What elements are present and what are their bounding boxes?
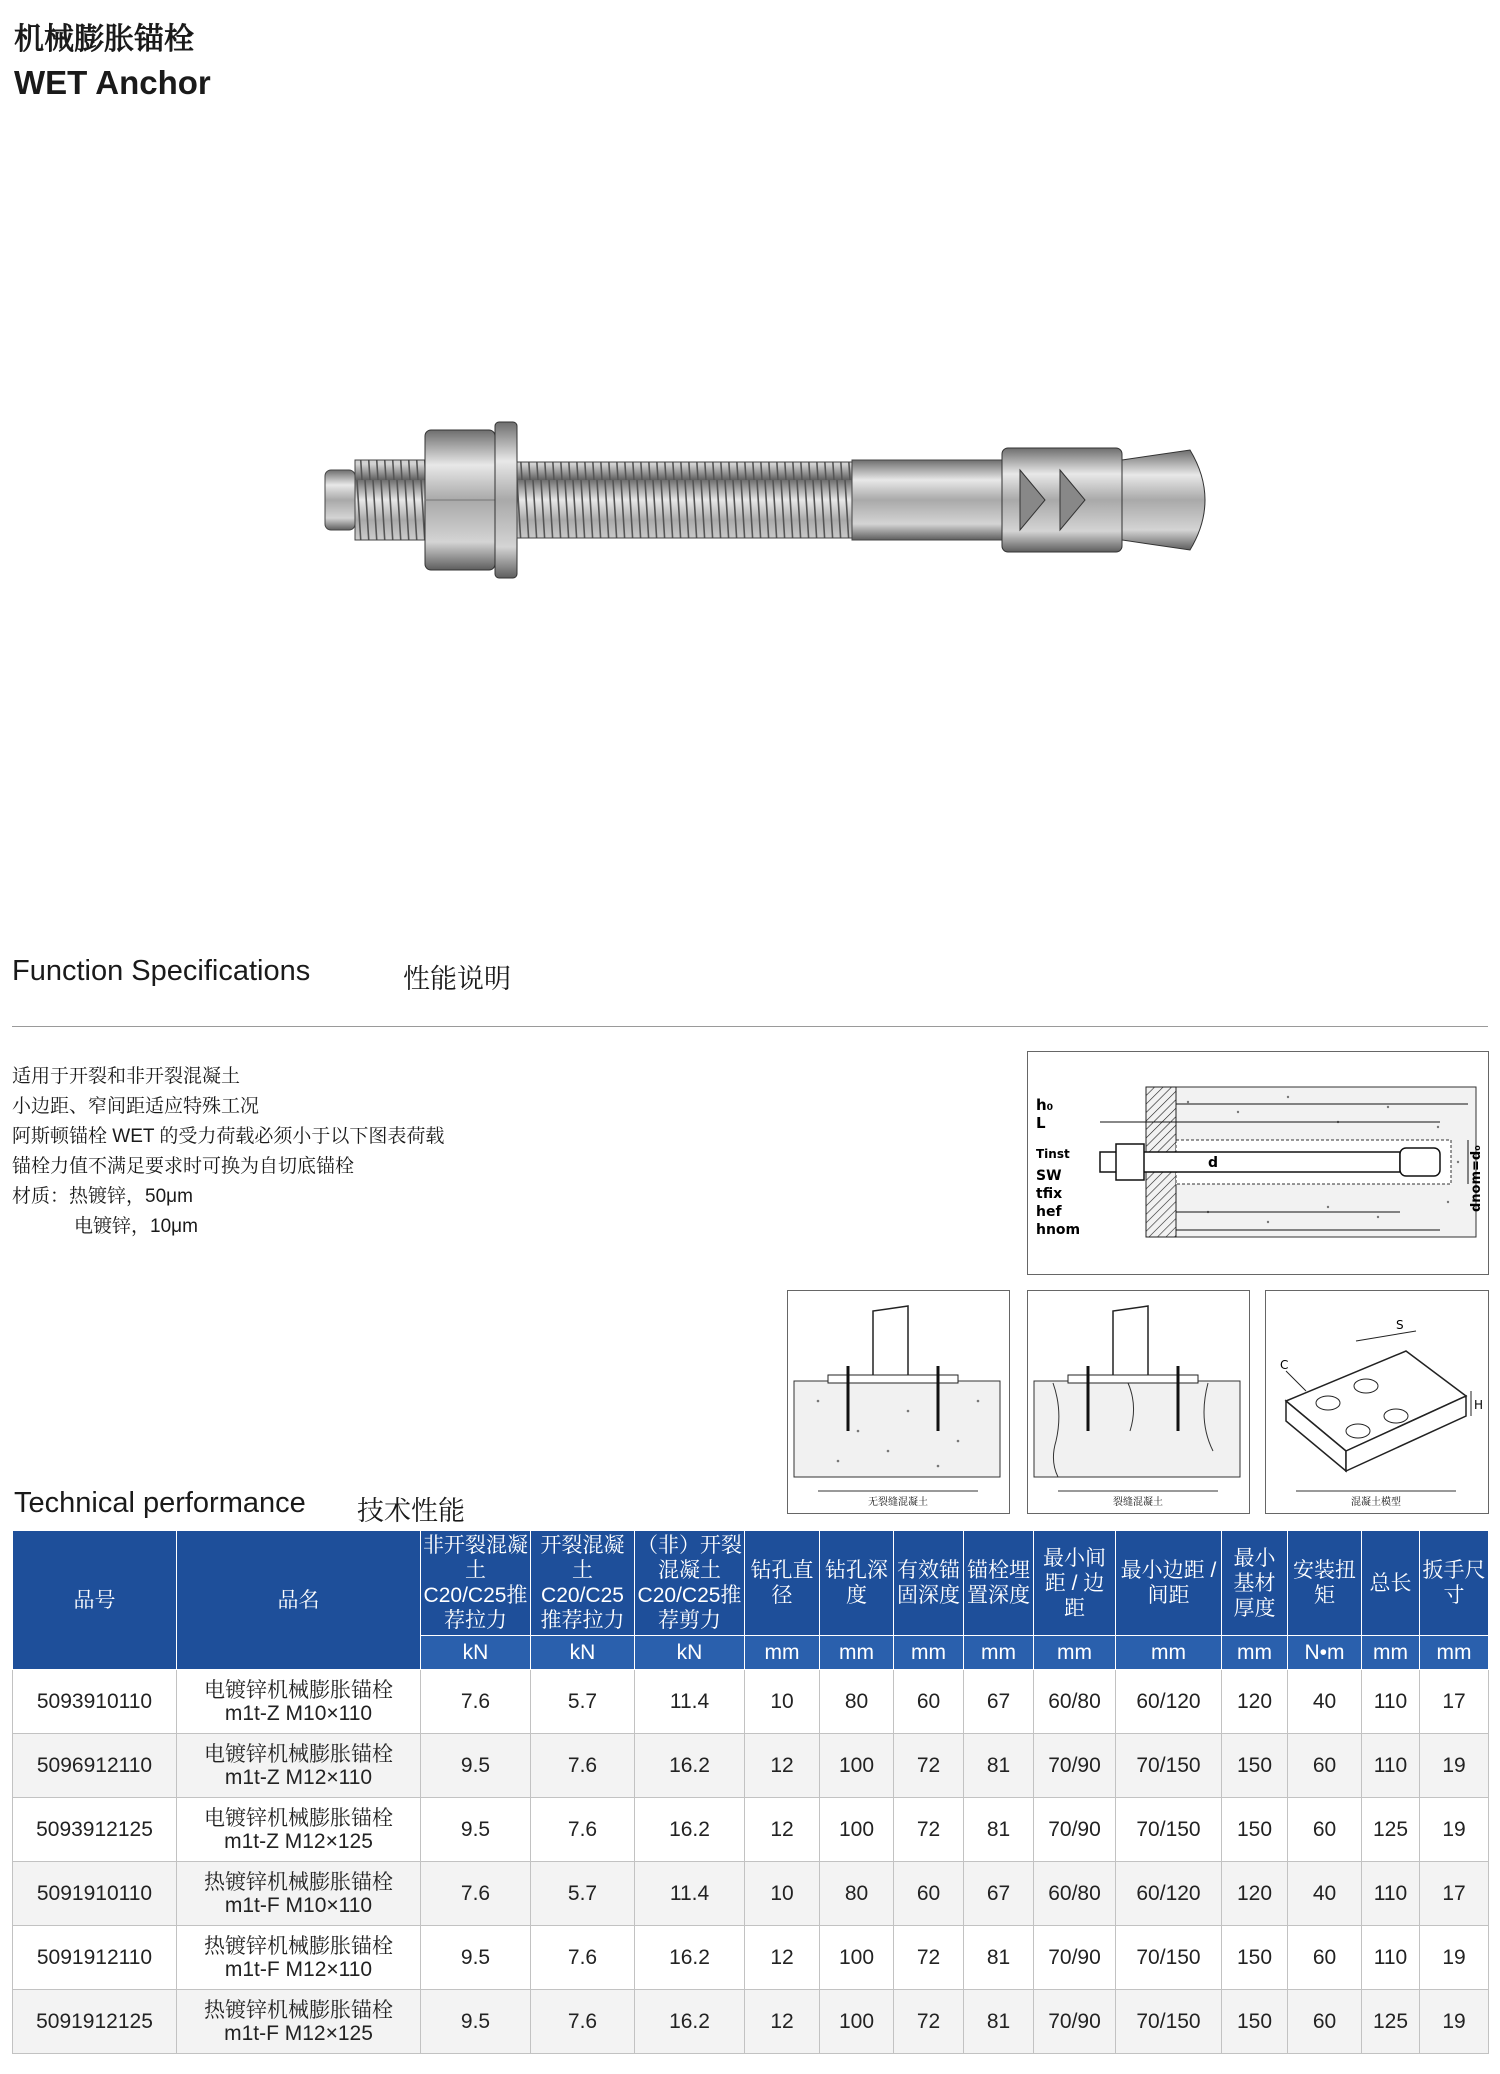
- cell-value: 72: [894, 1926, 964, 1990]
- cell-value: 9.5: [421, 1990, 531, 2054]
- cell-name: [177, 1990, 421, 2054]
- table-row: [13, 1798, 1489, 1862]
- cell-value: 7.6: [421, 1862, 531, 1926]
- cell-code: 5093910110: [13, 1670, 177, 1734]
- cell-name-line1: 热镀锌机械膨胀锚栓: [204, 1934, 393, 1958]
- cell-value: 70/150: [1116, 1926, 1222, 1990]
- cell-value: 100: [820, 1926, 894, 1990]
- cell-name-line2: m1t-F M12×110: [224, 1957, 373, 1981]
- cell-value: 60/120: [1116, 1670, 1222, 1734]
- cell-value: 60: [1288, 1734, 1362, 1798]
- cell-value: 67: [964, 1670, 1034, 1734]
- cell-value: 19: [1420, 1926, 1489, 1990]
- cell-value: 70/150: [1116, 1990, 1222, 2054]
- spec-line: 小边距、窄间距适应特殊工况: [12, 1096, 260, 1117]
- header-embed-depth: 锚栓埋置深度: [964, 1531, 1034, 1636]
- cell-value: 9.5: [421, 1926, 531, 1990]
- cell-value: 60/80: [1034, 1670, 1116, 1734]
- label-tfix: tfix: [1036, 1186, 1063, 1202]
- cell-value: 120: [1222, 1670, 1288, 1734]
- header-uncracked-tension: 非开裂混凝土 C20/C25推荐拉力: [421, 1531, 531, 1636]
- cell-value: 67: [964, 1862, 1034, 1926]
- label-tinst: Tinst: [1036, 1147, 1070, 1161]
- cell-value: 7.6: [421, 1670, 531, 1734]
- cracked-concrete-diagram: [1027, 1290, 1250, 1514]
- unit-cell: mm: [1362, 1636, 1420, 1670]
- label-h: H: [1474, 1398, 1484, 1412]
- anchor-bolt-image: [300, 400, 1230, 600]
- header-effective-depth: 有效锚固深度: [894, 1531, 964, 1636]
- cell-value: 19: [1420, 1734, 1489, 1798]
- cell-value: 80: [820, 1670, 894, 1734]
- table-row: [13, 1990, 1489, 2054]
- cell-value: 12: [745, 1734, 820, 1798]
- technical-title-en: Technical performance: [14, 1487, 306, 1519]
- cell-value: 60/80: [1034, 1862, 1116, 1926]
- spec-line: 阿斯顿锚栓 WET 的受力荷载必须小于以下图表荷载: [12, 1126, 445, 1147]
- cell-code: 5091912125: [13, 1990, 177, 2054]
- cell-value: 7.6: [531, 1734, 635, 1798]
- cell-value: 60: [1288, 1798, 1362, 1862]
- label-sw: SW: [1036, 1168, 1062, 1184]
- cell-value: 150: [1222, 1798, 1288, 1862]
- unit-cell: mm: [745, 1636, 820, 1670]
- technical-title-cn: 技术性能: [357, 1496, 465, 1526]
- label-hef: hef: [1036, 1204, 1062, 1220]
- cell-value: 60: [894, 1670, 964, 1734]
- cell-value: 100: [820, 1734, 894, 1798]
- cell-value: 11.4: [635, 1862, 745, 1926]
- cell-code: 5091910110: [13, 1862, 177, 1926]
- cell-value: 110: [1362, 1862, 1420, 1926]
- cell-value: 16.2: [635, 1990, 745, 2054]
- cell-code: 5091912110: [13, 1926, 177, 1990]
- label-L: L: [1036, 1114, 1046, 1132]
- cell-value: 5.7: [531, 1862, 635, 1926]
- cell-value: 11.4: [635, 1670, 745, 1734]
- cell-value: 40: [1288, 1670, 1362, 1734]
- cell-value: 110: [1362, 1926, 1420, 1990]
- unit-cell: mm: [964, 1636, 1034, 1670]
- cell-value: 70/150: [1116, 1734, 1222, 1798]
- cell-value: 72: [894, 1734, 964, 1798]
- header-drill-diameter: 钻孔直径: [745, 1531, 820, 1636]
- cell-value: 100: [820, 1990, 894, 2054]
- spec-line: 材质：热镀锌，50μm: [12, 1186, 193, 1207]
- cell-value: 70/90: [1034, 1926, 1116, 1990]
- cell-value: 7.6: [531, 1798, 635, 1862]
- unit-cell: mm: [1222, 1636, 1288, 1670]
- table-row: [13, 1734, 1489, 1798]
- cell-value: 125: [1362, 1798, 1420, 1862]
- cell-name-line1: 热镀锌机械膨胀锚栓: [204, 1870, 393, 1894]
- table-row: [13, 1670, 1489, 1734]
- cell-value: 81: [964, 1990, 1034, 2054]
- cell-value: 17: [1420, 1670, 1489, 1734]
- spec-line: 锚栓力值不满足要求时可换为自切底锚栓: [12, 1156, 355, 1177]
- cell-value: 60: [1288, 1990, 1362, 2054]
- cell-value: 17: [1420, 1862, 1489, 1926]
- cell-value: 150: [1222, 1734, 1288, 1798]
- cell-value: 16.2: [635, 1798, 745, 1862]
- cell-value: 5.7: [531, 1670, 635, 1734]
- cell-value: 72: [894, 1990, 964, 2054]
- cell-value: 150: [1222, 1990, 1288, 2054]
- installation-diagram: [1027, 1051, 1489, 1275]
- cell-value: 81: [964, 1926, 1034, 1990]
- header-drill-depth: 钻孔深度: [820, 1531, 894, 1636]
- cell-name-line2: m1t-F M10×110: [224, 1893, 373, 1917]
- cell-name-line1: 电镀锌机械膨胀锚栓: [204, 1678, 393, 1702]
- unit-cell: kN: [421, 1636, 531, 1670]
- table-row: [13, 1862, 1489, 1926]
- spec-line: 适用于开裂和非开裂混凝土: [12, 1066, 241, 1087]
- label-s: S: [1396, 1318, 1404, 1332]
- cell-value: 81: [964, 1734, 1034, 1798]
- cell-name-line2: m1t-Z M12×110: [224, 1765, 373, 1789]
- header-wrench: 扳手尺 寸: [1420, 1531, 1489, 1636]
- unit-cell: mm: [1034, 1636, 1116, 1670]
- cell-value: 72: [894, 1798, 964, 1862]
- label-dnom: dnom=d₀: [1469, 1145, 1484, 1212]
- cell-value: 110: [1362, 1734, 1420, 1798]
- header-name: 品名: [177, 1531, 421, 1670]
- cell-value: 70/90: [1034, 1990, 1116, 2054]
- header-code: 品号: [13, 1531, 177, 1670]
- cell-name-line2: m1t-Z M10×110: [224, 1701, 373, 1725]
- cell-name-line2: m1t-Z M12×125: [224, 1829, 373, 1853]
- cell-name: [177, 1798, 421, 1862]
- cell-name-line1: 电镀锌机械膨胀锚栓: [204, 1806, 393, 1830]
- header-torque: 安装扭矩: [1288, 1531, 1362, 1636]
- cell-value: 60: [894, 1862, 964, 1926]
- cell-value: 81: [964, 1798, 1034, 1862]
- caption-uncracked: 无裂缝混凝土: [868, 1497, 928, 1508]
- header-min-edge: 最小边距 / 间距: [1116, 1531, 1222, 1636]
- header-length: 总长: [1362, 1531, 1420, 1636]
- cell-name: [177, 1734, 421, 1798]
- cell-value: 120: [1222, 1862, 1288, 1926]
- unit-cell: mm: [1420, 1636, 1489, 1670]
- cell-value: 70/90: [1034, 1734, 1116, 1798]
- technical-performance-table: [12, 1530, 1489, 2054]
- cell-value: 19: [1420, 1990, 1489, 2054]
- cell-name: [177, 1926, 421, 1990]
- function-spec-list: [12, 1062, 444, 1242]
- cell-value: 16.2: [635, 1926, 745, 1990]
- cell-code: 5096912110: [13, 1734, 177, 1798]
- cell-name: [177, 1862, 421, 1926]
- unit-cell: mm: [894, 1636, 964, 1670]
- page-title-cn: 机械膨胀锚栓: [14, 23, 194, 56]
- cell-value: 12: [745, 1926, 820, 1990]
- concrete-model-diagram: [1265, 1290, 1489, 1514]
- cell-value: 70/90: [1034, 1798, 1116, 1862]
- label-h0: h₀: [1036, 1096, 1054, 1114]
- cell-value: 12: [745, 1798, 820, 1862]
- page-title-en: WET Anchor: [14, 64, 211, 101]
- cell-value: 100: [820, 1798, 894, 1862]
- cell-name: [177, 1670, 421, 1734]
- cell-value: 19: [1420, 1798, 1489, 1862]
- table-row: [13, 1926, 1489, 1990]
- function-spec-title-cn: 性能说明: [403, 964, 511, 994]
- unit-cell: kN: [531, 1636, 635, 1670]
- cell-value: 150: [1222, 1926, 1288, 1990]
- cell-value: 60: [1288, 1926, 1362, 1990]
- unit-cell: N•m: [1288, 1636, 1362, 1670]
- cell-value: 9.5: [421, 1798, 531, 1862]
- function-spec-title-en: Function Specifications: [12, 955, 311, 987]
- cell-value: 60/120: [1116, 1862, 1222, 1926]
- unit-cell: mm: [1116, 1636, 1222, 1670]
- cell-code: 5093912125: [13, 1798, 177, 1862]
- label-d: d: [1208, 1155, 1219, 1171]
- header-cracked-tension: 开裂混凝土 C20/C25 推荐拉力: [531, 1531, 635, 1636]
- cell-value: 125: [1362, 1990, 1420, 2054]
- cell-value: 16.2: [635, 1734, 745, 1798]
- cell-value: 12: [745, 1990, 820, 2054]
- cell-value: 80: [820, 1862, 894, 1926]
- cell-value: 7.6: [531, 1990, 635, 2054]
- cell-value: 110: [1362, 1670, 1420, 1734]
- unit-cell: mm: [820, 1636, 894, 1670]
- uncracked-concrete-diagram: [787, 1290, 1010, 1514]
- unit-cell: kN: [635, 1636, 745, 1670]
- cell-name-line1: 电镀锌机械膨胀锚栓: [204, 1742, 393, 1766]
- header-min-spacing: 最小间距 / 边距: [1034, 1531, 1116, 1636]
- section-divider: [12, 1026, 1488, 1027]
- cell-value: 10: [745, 1862, 820, 1926]
- cell-value: 7.6: [531, 1926, 635, 1990]
- caption-cracked: 裂缝混凝土: [1113, 1497, 1163, 1508]
- cell-name-line1: 热镀锌机械膨胀锚栓: [204, 1998, 393, 2022]
- cell-value: 9.5: [421, 1734, 531, 1798]
- cell-value: 40: [1288, 1862, 1362, 1926]
- cell-value: 10: [745, 1670, 820, 1734]
- header-min-thickness: 最小基材厚度: [1222, 1531, 1288, 1636]
- spec-line: 电镀锌，10μm: [74, 1216, 198, 1237]
- label-hnom: hnom: [1036, 1222, 1081, 1238]
- caption-model: 混凝土模型: [1351, 1497, 1401, 1508]
- cell-value: 70/150: [1116, 1798, 1222, 1862]
- cell-name-line2: m1t-F M12×125: [224, 2021, 373, 2045]
- label-c: C: [1280, 1358, 1289, 1372]
- header-shear: （非）开裂混凝土C20/C25推荐剪力: [635, 1531, 745, 1636]
